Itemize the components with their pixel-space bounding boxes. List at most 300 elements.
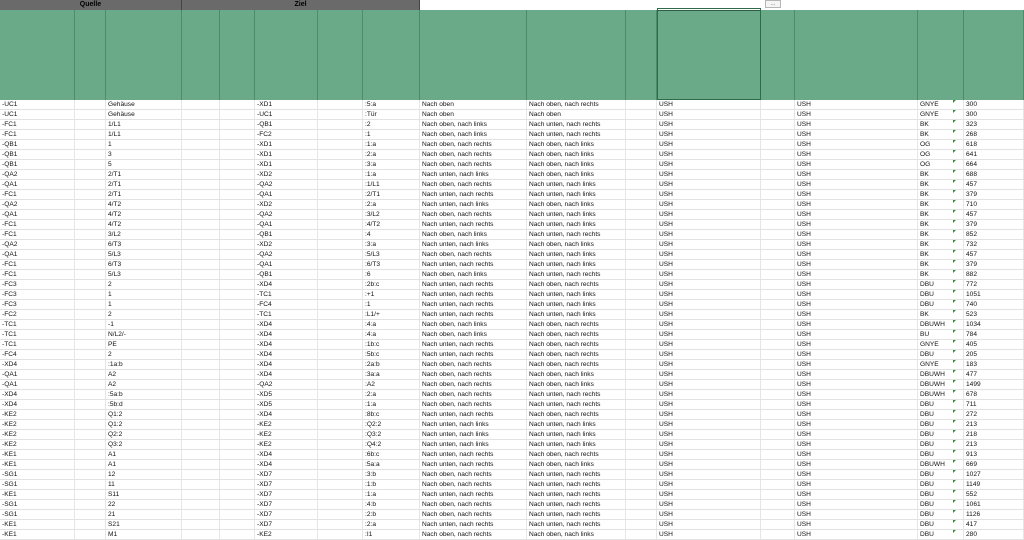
table-cell-farbe[interactable]: BK [918, 230, 964, 239]
table-cell-anlage[interactable] [182, 410, 220, 419]
table-cell-abs_z[interactable] [761, 440, 795, 449]
table-cell-ziel_z[interactable]: :2a:b [363, 360, 420, 369]
column-header-abs_z[interactable] [761, 10, 795, 100]
table-cell-laenge[interactable]: 477 [964, 370, 1024, 379]
table-cell-verl_z[interactable]: Nach oben, nach rechts [527, 350, 626, 359]
table-cell-bmk_unter_q[interactable] [75, 180, 106, 189]
table-cell-abs_z[interactable] [761, 130, 795, 139]
table-cell-bmk_ueber_q[interactable]: -FC1 [0, 260, 75, 269]
table-cell-bmk_ueber_z[interactable]: -QA1 [255, 220, 318, 229]
table-cell-verl_q[interactable]: Nach oben, nach rechts [420, 210, 527, 219]
table-cell-anlage[interactable] [182, 490, 220, 499]
table-cell-bmk_ueber_q[interactable]: -SG1 [0, 510, 75, 519]
table-cell-verl_z[interactable]: Nach unten, nach rechts [527, 120, 626, 129]
table-cell-beh_z[interactable]: USH [795, 360, 918, 369]
table-cell-abs_z[interactable] [761, 160, 795, 169]
table-cell-bmk_unter_z[interactable] [318, 280, 363, 289]
table-cell-einbau[interactable] [220, 490, 255, 499]
table-cell-bmk_ueber_z[interactable]: -XD1 [255, 140, 318, 149]
table-cell-abs_z[interactable] [761, 520, 795, 529]
table-cell-verl_q[interactable]: Nach oben, nach rechts [420, 400, 527, 409]
table-cell-beh_q[interactable]: USH [657, 390, 761, 399]
table-cell-anlage[interactable] [182, 520, 220, 529]
table-cell-einbau[interactable] [220, 350, 255, 359]
table-cell-verl_z[interactable]: Nach oben, nach links [527, 160, 626, 169]
table-cell-beh_q[interactable]: USH [657, 410, 761, 419]
table-cell-einbau[interactable] [220, 510, 255, 519]
table-cell-abs_q[interactable] [626, 310, 657, 319]
table-cell-beh_q[interactable]: USH [657, 360, 761, 369]
table-cell-bmk_unter_z[interactable] [318, 320, 363, 329]
table-cell-ziel_z[interactable]: :1:a [363, 400, 420, 409]
table-cell-einbau[interactable] [220, 230, 255, 239]
table-cell-einbau[interactable] [220, 210, 255, 219]
table-cell-abs_q[interactable] [626, 320, 657, 329]
table-cell-beh_q[interactable]: USH [657, 220, 761, 229]
table-cell-ziel_z[interactable]: :2:a [363, 150, 420, 159]
table-cell-abs_q[interactable] [626, 360, 657, 369]
table-cell-beh_q[interactable]: USH [657, 490, 761, 499]
table-cell-abs_q[interactable] [626, 210, 657, 219]
table-cell-verl_q[interactable]: Nach oben [420, 100, 527, 109]
table-cell-abs_q[interactable] [626, 230, 657, 239]
table-cell-bmk_unter_q[interactable] [75, 170, 106, 179]
table-cell-anlage[interactable] [182, 110, 220, 119]
table-cell-beh_z[interactable]: USH [795, 370, 918, 379]
table-cell-anlage[interactable] [182, 100, 220, 109]
table-cell-verl_q[interactable]: Nach oben, nach links [420, 330, 527, 339]
table-cell-ziel_q[interactable]: Gehäuse [106, 100, 182, 109]
table-cell-bmk_ueber_z[interactable]: -QB1 [255, 270, 318, 279]
table-cell-bmk_unter_z[interactable] [318, 160, 363, 169]
table-cell-bmk_unter_q[interactable] [75, 320, 106, 329]
table-cell-farbe[interactable]: DBU [918, 420, 964, 429]
table-cell-bmk_unter_q[interactable] [75, 140, 106, 149]
table-cell-bmk_ueber_q[interactable]: -TC1 [0, 330, 75, 339]
table-cell-bmk_unter_z[interactable] [318, 310, 363, 319]
table-cell-bmk_ueber_z[interactable]: -XD2 [255, 170, 318, 179]
table-cell-bmk_ueber_q[interactable]: -XD4 [0, 390, 75, 399]
table-cell-farbe[interactable]: BK [918, 310, 964, 319]
table-cell-laenge[interactable]: 218 [964, 430, 1024, 439]
table-cell-bmk_ueber_q[interactable]: -QA1 [0, 180, 75, 189]
table-cell-ziel_z[interactable]: :6 [363, 270, 420, 279]
table-cell-anlage[interactable] [182, 380, 220, 389]
table-cell-abs_z[interactable] [761, 180, 795, 189]
table-cell-bmk_ueber_z[interactable]: -XD4 [255, 370, 318, 379]
table-cell-anlage[interactable] [182, 430, 220, 439]
table-cell-laenge[interactable]: 710 [964, 200, 1024, 209]
table-cell-anlage[interactable] [182, 360, 220, 369]
table-cell-ziel_z[interactable]: :3:a [363, 160, 420, 169]
column-header-ziel_q[interactable] [106, 10, 182, 100]
table-cell-laenge[interactable]: 552 [964, 490, 1024, 499]
table-cell-einbau[interactable] [220, 140, 255, 149]
table-cell-verl_z[interactable]: Nach oben, nach rechts [527, 450, 626, 459]
table-cell-einbau[interactable] [220, 250, 255, 259]
table-cell-farbe[interactable]: DBU [918, 410, 964, 419]
table-cell-einbau[interactable] [220, 320, 255, 329]
column-header-bmk_unter_q[interactable] [75, 10, 106, 100]
table-cell-verl_q[interactable]: Nach oben, nach rechts [420, 530, 527, 539]
table-cell-einbau[interactable] [220, 290, 255, 299]
table-cell-beh_z[interactable]: USH [795, 200, 918, 209]
table-cell-beh_z[interactable]: USH [795, 490, 918, 499]
table-cell-verl_z[interactable]: Nach unten, nach rechts [527, 500, 626, 509]
table-cell-abs_q[interactable] [626, 250, 657, 259]
table-cell-bmk_unter_z[interactable] [318, 470, 363, 479]
table-cell-bmk_unter_q[interactable] [75, 330, 106, 339]
table-cell-verl_z[interactable]: Nach unten, nach links [527, 190, 626, 199]
table-cell-einbau[interactable] [220, 460, 255, 469]
table-cell-abs_z[interactable] [761, 290, 795, 299]
table-cell-ziel_z[interactable]: :Q2:2 [363, 420, 420, 429]
table-cell-farbe[interactable]: DBUWH [918, 390, 964, 399]
table-cell-abs_q[interactable] [626, 330, 657, 339]
table-cell-bmk_ueber_z[interactable]: -XD7 [255, 470, 318, 479]
table-cell-laenge[interactable]: 405 [964, 340, 1024, 349]
table-cell-abs_z[interactable] [761, 490, 795, 499]
table-cell-ziel_q[interactable]: 22 [106, 500, 182, 509]
table-cell-ziel_z[interactable]: :4:a [363, 330, 420, 339]
table-cell-beh_q[interactable]: USH [657, 290, 761, 299]
table-cell-bmk_ueber_q[interactable]: -FC1 [0, 190, 75, 199]
table-cell-farbe[interactable]: DBU [918, 440, 964, 449]
table-cell-verl_q[interactable]: Nach oben, nach rechts [420, 180, 527, 189]
table-cell-beh_z[interactable]: USH [795, 220, 918, 229]
table-cell-einbau[interactable] [220, 190, 255, 199]
table-cell-farbe[interactable]: GNYE [918, 340, 964, 349]
table-cell-ziel_z[interactable]: :3:b [363, 470, 420, 479]
table-cell-laenge[interactable]: 268 [964, 130, 1024, 139]
table-cell-beh_q[interactable]: USH [657, 270, 761, 279]
table-cell-bmk_unter_q[interactable] [75, 450, 106, 459]
table-cell-abs_z[interactable] [761, 370, 795, 379]
table-cell-bmk_unter_q[interactable] [75, 230, 106, 239]
table-cell-abs_q[interactable] [626, 260, 657, 269]
table-cell-bmk_unter_q[interactable] [75, 220, 106, 229]
table-cell-laenge[interactable]: 913 [964, 450, 1024, 459]
table-cell-abs_z[interactable] [761, 300, 795, 309]
table-cell-verl_z[interactable]: Nach oben, nach rechts [527, 410, 626, 419]
table-cell-bmk_unter_z[interactable] [318, 420, 363, 429]
table-cell-bmk_ueber_z[interactable]: -XD2 [255, 240, 318, 249]
column-header-verl_z[interactable] [527, 10, 626, 100]
table-cell-bmk_ueber_z[interactable]: -TC1 [255, 310, 318, 319]
table-cell-farbe[interactable]: BK [918, 210, 964, 219]
table-cell-verl_z[interactable]: Nach unten, nach rechts [527, 520, 626, 529]
table-cell-abs_q[interactable] [626, 470, 657, 479]
table-cell-bmk_ueber_q[interactable]: -KE1 [0, 520, 75, 529]
table-cell-ziel_q[interactable]: A1 [106, 460, 182, 469]
table-cell-beh_z[interactable]: USH [795, 130, 918, 139]
table-cell-anlage[interactable] [182, 420, 220, 429]
table-cell-bmk_ueber_q[interactable]: -QA1 [0, 370, 75, 379]
table-cell-bmk_ueber_q[interactable]: -KE2 [0, 440, 75, 449]
table-cell-laenge[interactable]: 1061 [964, 500, 1024, 509]
table-cell-bmk_ueber_q[interactable]: -QB1 [0, 160, 75, 169]
table-cell-einbau[interactable] [220, 430, 255, 439]
table-cell-abs_q[interactable] [626, 240, 657, 249]
table-cell-beh_q[interactable]: USH [657, 510, 761, 519]
table-cell-beh_z[interactable]: USH [795, 210, 918, 219]
table-cell-anlage[interactable] [182, 280, 220, 289]
table-cell-abs_z[interactable] [761, 390, 795, 399]
table-cell-farbe[interactable]: DBU [918, 450, 964, 459]
table-cell-einbau[interactable] [220, 370, 255, 379]
table-cell-abs_z[interactable] [761, 150, 795, 159]
table-cell-bmk_unter_z[interactable] [318, 200, 363, 209]
table-cell-einbau[interactable] [220, 360, 255, 369]
table-cell-farbe[interactable]: DBU [918, 290, 964, 299]
table-cell-einbau[interactable] [220, 160, 255, 169]
table-cell-abs_q[interactable] [626, 410, 657, 419]
table-cell-abs_q[interactable] [626, 120, 657, 129]
table-cell-ziel_z[interactable]: :Q4:2 [363, 440, 420, 449]
table-cell-laenge[interactable]: 183 [964, 360, 1024, 369]
table-cell-beh_z[interactable]: USH [795, 100, 918, 109]
table-cell-laenge[interactable]: 379 [964, 220, 1024, 229]
table-cell-verl_q[interactable]: Nach oben, nach rechts [420, 370, 527, 379]
table-cell-bmk_ueber_q[interactable]: -QA2 [0, 200, 75, 209]
table-cell-verl_z[interactable]: Nach oben, nach links [527, 150, 626, 159]
table-cell-verl_q[interactable]: Nach unten, nach rechts [420, 410, 527, 419]
table-cell-farbe[interactable]: DBU [918, 490, 964, 499]
table-cell-abs_z[interactable] [761, 340, 795, 349]
table-cell-ziel_q[interactable]: 1 [106, 290, 182, 299]
column-header-beh_z[interactable] [795, 10, 918, 100]
table-cell-beh_z[interactable]: USH [795, 340, 918, 349]
table-cell-verl_z[interactable]: Nach unten, nach links [527, 440, 626, 449]
table-cell-beh_z[interactable]: USH [795, 250, 918, 259]
table-cell-verl_z[interactable]: Nach oben, nach links [527, 460, 626, 469]
table-cell-ziel_q[interactable]: A2 [106, 380, 182, 389]
table-cell-bmk_ueber_q[interactable]: -KE2 [0, 410, 75, 419]
table-cell-einbau[interactable] [220, 410, 255, 419]
table-cell-bmk_unter_z[interactable] [318, 140, 363, 149]
table-cell-abs_z[interactable] [761, 210, 795, 219]
table-cell-bmk_unter_q[interactable] [75, 480, 106, 489]
table-cell-bmk_unter_q[interactable] [75, 410, 106, 419]
table-cell-bmk_ueber_q[interactable]: -XD4 [0, 360, 75, 369]
table-cell-verl_z[interactable]: Nach unten, nach rechts [527, 270, 626, 279]
table-cell-beh_q[interactable]: USH [657, 530, 761, 539]
table-cell-abs_q[interactable] [626, 380, 657, 389]
table-cell-ziel_z[interactable]: :1:a [363, 490, 420, 499]
table-cell-laenge[interactable]: 323 [964, 120, 1024, 129]
table-cell-einbau[interactable] [220, 340, 255, 349]
table-cell-verl_q[interactable]: Nach unten, nach rechts [420, 300, 527, 309]
table-cell-abs_q[interactable] [626, 130, 657, 139]
table-cell-bmk_ueber_q[interactable]: -SG1 [0, 500, 75, 509]
table-cell-bmk_ueber_z[interactable]: -XD7 [255, 510, 318, 519]
table-cell-ziel_z[interactable]: :Tür [363, 110, 420, 119]
table-cell-einbau[interactable] [220, 270, 255, 279]
table-cell-bmk_ueber_z[interactable]: -XD1 [255, 160, 318, 169]
table-cell-abs_z[interactable] [761, 320, 795, 329]
table-cell-ziel_z[interactable]: :2b:c [363, 280, 420, 289]
table-cell-anlage[interactable] [182, 140, 220, 149]
table-cell-bmk_unter_z[interactable] [318, 460, 363, 469]
table-cell-verl_q[interactable]: Nach oben, nach rechts [420, 250, 527, 259]
table-cell-ziel_z[interactable]: :1 [363, 300, 420, 309]
table-cell-bmk_unter_z[interactable] [318, 120, 363, 129]
table-cell-ziel_z[interactable]: :4 [363, 230, 420, 239]
table-cell-abs_q[interactable] [626, 520, 657, 529]
table-cell-einbau[interactable] [220, 440, 255, 449]
table-cell-bmk_unter_z[interactable] [318, 300, 363, 309]
column-header-bmk_ueber_z[interactable] [255, 10, 318, 100]
table-cell-abs_q[interactable] [626, 170, 657, 179]
table-cell-verl_z[interactable]: Nach oben [527, 110, 626, 119]
table-cell-beh_z[interactable]: USH [795, 450, 918, 459]
table-cell-bmk_unter_z[interactable] [318, 150, 363, 159]
table-cell-laenge[interactable]: 213 [964, 440, 1024, 449]
table-cell-beh_q[interactable]: USH [657, 280, 761, 289]
table-cell-laenge[interactable]: 213 [964, 420, 1024, 429]
table-cell-bmk_ueber_q[interactable]: -KE1 [0, 490, 75, 499]
table-cell-laenge[interactable]: 678 [964, 390, 1024, 399]
table-cell-farbe[interactable]: BK [918, 270, 964, 279]
table-cell-farbe[interactable]: DBU [918, 520, 964, 529]
table-cell-abs_q[interactable] [626, 420, 657, 429]
table-cell-bmk_ueber_z[interactable]: -XD1 [255, 150, 318, 159]
table-cell-laenge[interactable]: 300 [964, 110, 1024, 119]
table-cell-bmk_ueber_z[interactable]: -XD4 [255, 450, 318, 459]
table-cell-laenge[interactable]: 417 [964, 520, 1024, 529]
table-cell-laenge[interactable]: 379 [964, 260, 1024, 269]
table-cell-farbe[interactable]: DBU [918, 480, 964, 489]
table-cell-bmk_unter_q[interactable] [75, 150, 106, 159]
table-cell-laenge[interactable]: 1149 [964, 480, 1024, 489]
table-cell-beh_q[interactable]: USH [657, 230, 761, 239]
table-cell-laenge[interactable]: 732 [964, 240, 1024, 249]
table-cell-verl_q[interactable]: Nach oben, nach rechts [420, 140, 527, 149]
table-cell-bmk_ueber_q[interactable]: -FC3 [0, 300, 75, 309]
table-cell-einbau[interactable] [220, 530, 255, 539]
table-cell-ziel_q[interactable]: Q1:2 [106, 410, 182, 419]
table-cell-bmk_ueber_z[interactable]: -TC1 [255, 290, 318, 299]
table-cell-beh_z[interactable]: USH [795, 400, 918, 409]
table-cell-ziel_q[interactable]: Q1:2 [106, 420, 182, 429]
table-cell-beh_q[interactable]: USH [657, 430, 761, 439]
table-cell-beh_z[interactable]: USH [795, 410, 918, 419]
table-cell-bmk_ueber_z[interactable]: -XD4 [255, 330, 318, 339]
table-cell-bmk_unter_q[interactable] [75, 520, 106, 529]
table-cell-bmk_ueber_z[interactable]: -XD4 [255, 360, 318, 369]
table-cell-anlage[interactable] [182, 260, 220, 269]
table-cell-bmk_unter_q[interactable] [75, 280, 106, 289]
table-cell-ziel_q[interactable]: 5/L3 [106, 270, 182, 279]
table-cell-bmk_ueber_z[interactable]: -QB1 [255, 120, 318, 129]
table-cell-bmk_unter_q[interactable] [75, 400, 106, 409]
table-cell-laenge[interactable]: 457 [964, 210, 1024, 219]
table-cell-ziel_z[interactable]: :5b:c [363, 350, 420, 359]
table-cell-laenge[interactable]: 688 [964, 170, 1024, 179]
table-cell-verl_q[interactable]: Nach oben, nach rechts [420, 150, 527, 159]
table-cell-beh_z[interactable]: USH [795, 500, 918, 509]
table-cell-einbau[interactable] [220, 280, 255, 289]
table-cell-bmk_ueber_z[interactable]: -XD4 [255, 410, 318, 419]
table-cell-ziel_q[interactable]: 2/T1 [106, 170, 182, 179]
table-cell-abs_z[interactable] [761, 250, 795, 259]
table-cell-beh_z[interactable]: USH [795, 470, 918, 479]
table-cell-beh_z[interactable]: USH [795, 520, 918, 529]
table-cell-laenge[interactable]: 280 [964, 530, 1024, 539]
table-cell-laenge[interactable]: 457 [964, 180, 1024, 189]
table-cell-abs_z[interactable] [761, 140, 795, 149]
table-cell-ziel_q[interactable]: M1 [106, 530, 182, 539]
table-cell-einbau[interactable] [220, 110, 255, 119]
table-cell-abs_q[interactable] [626, 280, 657, 289]
table-cell-bmk_unter_z[interactable] [318, 130, 363, 139]
table-cell-anlage[interactable] [182, 310, 220, 319]
table-cell-abs_q[interactable] [626, 400, 657, 409]
table-cell-bmk_ueber_z[interactable]: -XD1 [255, 100, 318, 109]
table-cell-verl_z[interactable]: Nach unten, nach rechts [527, 470, 626, 479]
table-cell-bmk_unter_z[interactable] [318, 330, 363, 339]
table-cell-ziel_z[interactable]: :6b:c [363, 450, 420, 459]
table-cell-abs_z[interactable] [761, 400, 795, 409]
table-cell-bmk_unter_q[interactable] [75, 420, 106, 429]
table-cell-bmk_unter_z[interactable] [318, 400, 363, 409]
table-cell-verl_q[interactable]: Nach oben, nach rechts [420, 500, 527, 509]
table-cell-verl_z[interactable]: Nach unten, nach rechts [527, 510, 626, 519]
table-cell-ziel_z[interactable]: :3a:a [363, 370, 420, 379]
table-cell-anlage[interactable] [182, 210, 220, 219]
table-cell-beh_z[interactable]: USH [795, 350, 918, 359]
table-cell-verl_z[interactable]: Nach unten, nach links [527, 420, 626, 429]
table-cell-farbe[interactable]: BK [918, 180, 964, 189]
table-cell-ziel_z[interactable]: :I1 [363, 530, 420, 539]
table-cell-abs_q[interactable] [626, 370, 657, 379]
table-cell-bmk_unter_z[interactable] [318, 480, 363, 489]
table-cell-bmk_ueber_q[interactable]: -QB1 [0, 140, 75, 149]
table-cell-bmk_unter_z[interactable] [318, 490, 363, 499]
table-cell-ziel_q[interactable]: 1 [106, 300, 182, 309]
table-cell-einbau[interactable] [220, 180, 255, 189]
table-cell-ziel_q[interactable]: 12 [106, 470, 182, 479]
table-cell-ziel_q[interactable]: 2 [106, 310, 182, 319]
table-cell-bmk_ueber_q[interactable]: -TC1 [0, 320, 75, 329]
table-cell-ziel_q[interactable]: 11 [106, 480, 182, 489]
table-cell-verl_z[interactable]: Nach unten, nach rechts [527, 490, 626, 499]
table-cell-abs_z[interactable] [761, 360, 795, 369]
table-cell-beh_q[interactable]: USH [657, 440, 761, 449]
table-cell-beh_q[interactable]: USH [657, 200, 761, 209]
table-cell-beh_z[interactable]: USH [795, 190, 918, 199]
table-cell-verl_z[interactable]: Nach oben, nach rechts [527, 340, 626, 349]
table-cell-beh_z[interactable]: USH [795, 430, 918, 439]
table-cell-anlage[interactable] [182, 250, 220, 259]
table-cell-ziel_q[interactable]: Q3:2 [106, 440, 182, 449]
table-cell-ziel_z[interactable]: :2:a [363, 390, 420, 399]
table-cell-anlage[interactable] [182, 450, 220, 459]
table-cell-ziel_z[interactable]: :8b:c [363, 410, 420, 419]
table-cell-anlage[interactable] [182, 470, 220, 479]
table-cell-beh_z[interactable]: USH [795, 330, 918, 339]
table-cell-abs_z[interactable] [761, 110, 795, 119]
table-cell-abs_z[interactable] [761, 280, 795, 289]
table-cell-einbau[interactable] [220, 470, 255, 479]
table-cell-abs_q[interactable] [626, 350, 657, 359]
table-cell-verl_q[interactable]: Nach oben, nach links [420, 320, 527, 329]
table-cell-ziel_z[interactable]: :A2 [363, 380, 420, 389]
table-cell-farbe[interactable]: GNYE [918, 110, 964, 119]
table-cell-abs_z[interactable] [761, 420, 795, 429]
table-cell-verl_q[interactable]: Nach unten, nach links [420, 200, 527, 209]
table-cell-abs_z[interactable] [761, 120, 795, 129]
